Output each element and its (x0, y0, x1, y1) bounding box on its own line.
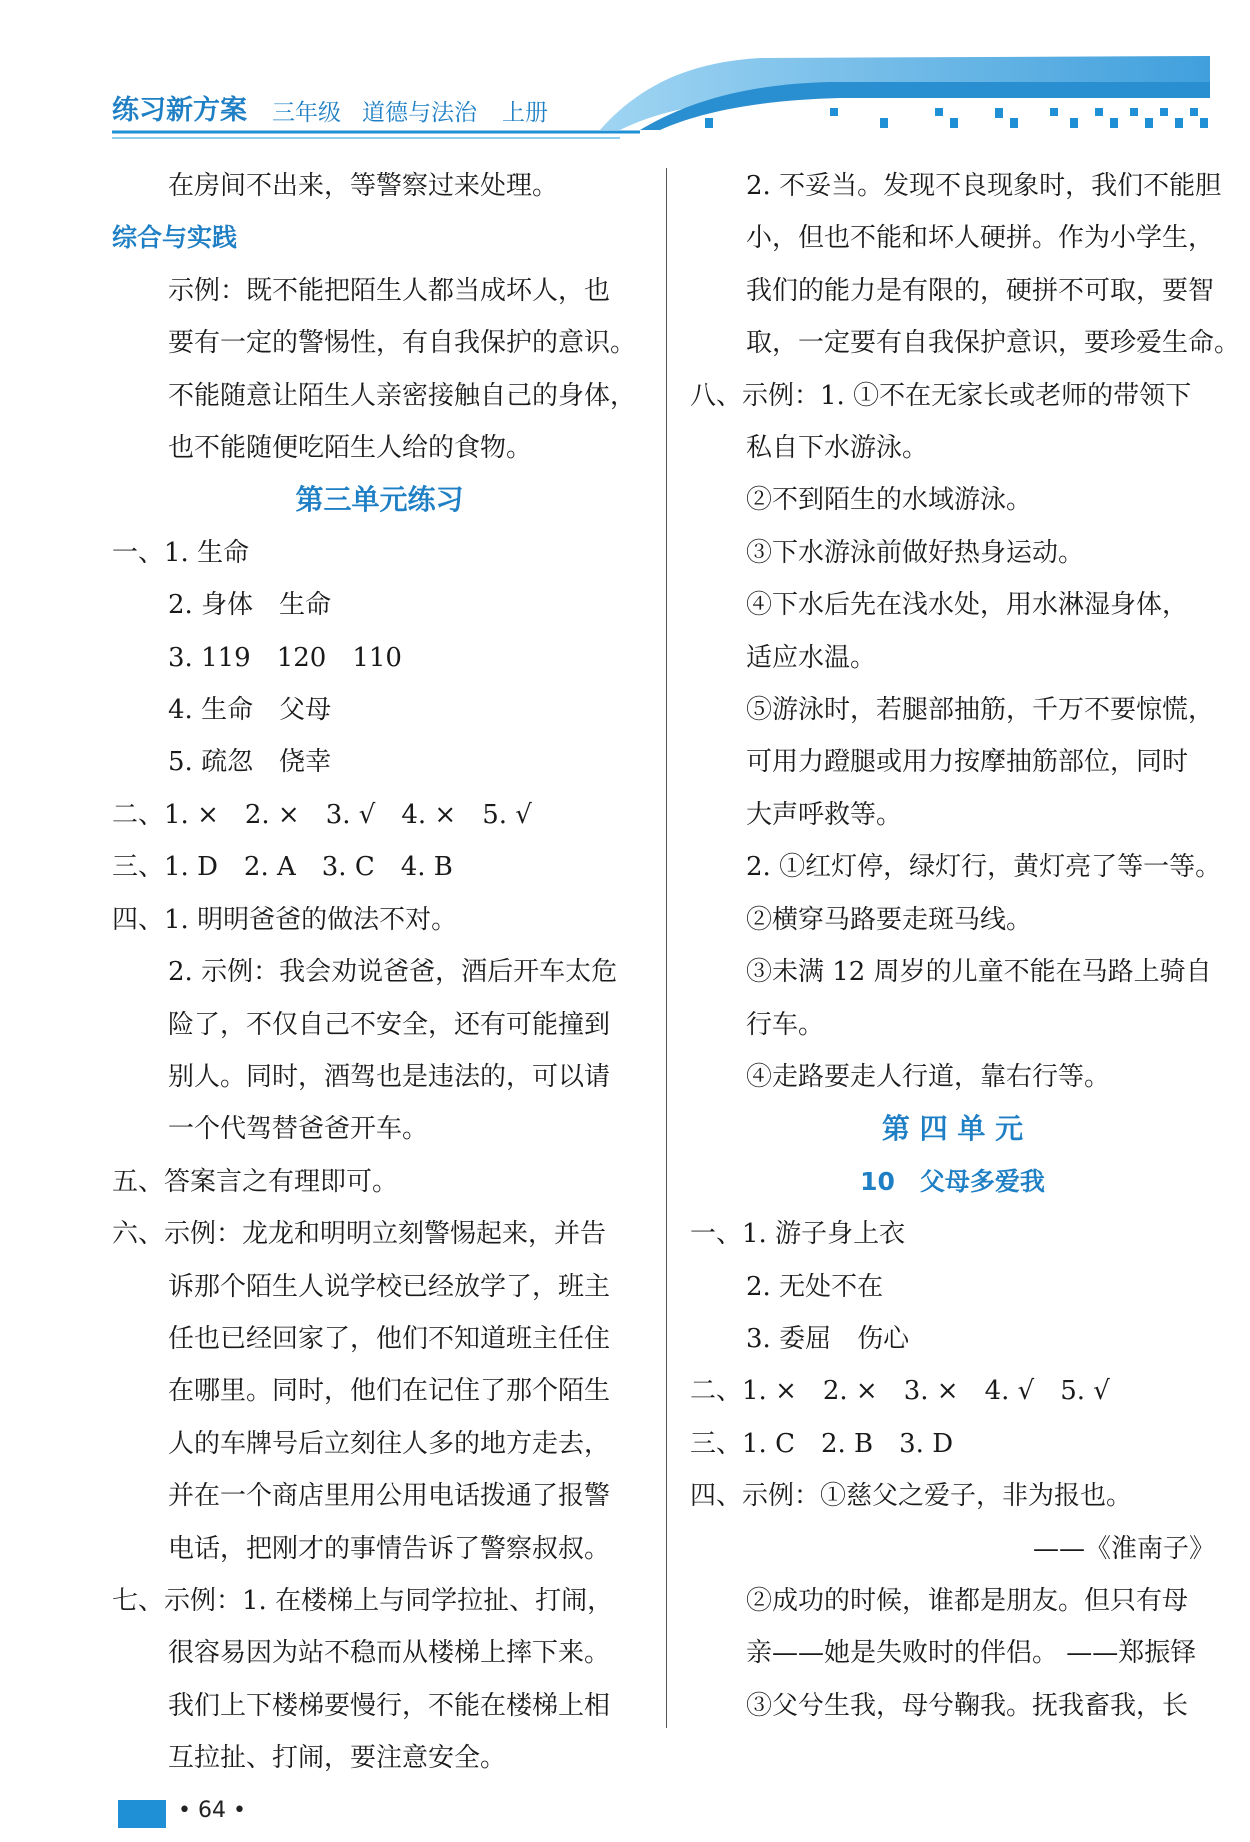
text-line: 2. 示例：我会劝说爸爸，酒后开车太危 (168, 957, 618, 988)
page-number (178, 1798, 246, 1823)
text-line: 四、示例：①慈父之爱子，非为报也。 (690, 1481, 1133, 1512)
text-line: 二、1. × 2. × 3. √ 4. × 5. √ (112, 799, 532, 830)
page-number-value: 64 (197, 1798, 226, 1823)
text-line: 我们的能力是有限的，硬拼不可取，要智 (746, 275, 1215, 306)
text-line: ②成功的时候，谁都是朋友。但只有母 (746, 1585, 1189, 1616)
header-decoration (0, 0, 1250, 150)
book-title: 练习新方案 (112, 95, 247, 126)
text-line: ③下水游泳前做好热身运动。 (746, 537, 1085, 568)
text-line: 5. 疏忽 侥幸 (168, 747, 332, 778)
footer-accent-bar (118, 1800, 166, 1828)
text-line: 2. ①红灯停，绿灯行，黄灯亮了等一等。 (746, 852, 1222, 883)
text-line: ②横穿马路要走斑马线。 (746, 904, 1033, 935)
text-line: 取，一定要有自我保护意识，要珍爱生命。 (746, 328, 1241, 359)
text-line: 我们上下楼梯要慢行，不能在楼梯上相 (168, 1690, 611, 1721)
text-line: 小，但也不能和坏人硬拼。作为小学生， (746, 223, 1215, 254)
text-line: 别人。同时，酒驾也是违法的，可以请 (168, 1061, 611, 1092)
text-line: 2. 无处不在 (746, 1271, 884, 1302)
text-line: 很容易因为站不稳而从楼梯上摔下来。 (168, 1638, 611, 1669)
text-line: 3. 119 120 110 (168, 642, 402, 673)
text-line: 险了，不仅自己不安全，还有可能撞到 (168, 1009, 611, 1040)
text-line: 4. 生命 父母 (168, 695, 332, 726)
text-line: 不能随意让陌生人亲密接触自己的身体， (168, 380, 637, 411)
text-line: 10 父母多爱我 (860, 1166, 1045, 1196)
text-line: 一、1. 生命 (112, 537, 250, 568)
right-column (690, 160, 1241, 1732)
bullet-right: • (225, 1798, 246, 1823)
text-line: ④下水后先在浅水处，用水淋湿身体， (746, 590, 1189, 621)
text-line: 大声呼救等。 (746, 799, 903, 830)
subject-label: 道德与法治 (362, 100, 477, 126)
text-line: 五、答案言之有理即可。 (112, 1166, 399, 1197)
text-line: 适应水温。 (746, 642, 877, 673)
text-line: ③未满 12 周岁的儿童不能在马路上骑自 (746, 957, 1212, 988)
text-line: 诉那个陌生人说学校已经放学了，班主 (168, 1271, 611, 1302)
text-line: 在房间不出来，等警察过来处理。 (168, 171, 559, 201)
text-line: 亲——她是失败时的伴侣。 ——郑振铎 (746, 1638, 1197, 1669)
text-line: 2. 身体 生命 (168, 590, 332, 621)
text-line: 八、示例：1. ①不在无家长或老师的带领下 (690, 380, 1192, 411)
text-line: 要有一定的警惕性，有自我保护的意识。 (168, 328, 637, 359)
text-line: 私自下水游泳。 (746, 433, 929, 464)
text-line: 三、1. C 2. B 3. D (690, 1428, 954, 1459)
text-line: 3. 委屈 伤心 (746, 1323, 910, 1354)
left-column (112, 160, 647, 1785)
text-line: 在哪里。同时，他们在记住了那个陌生 (168, 1376, 611, 1407)
text-line: 六、示例：龙龙和明明立刻警惕起来，并告 (112, 1219, 607, 1250)
text-line: 第三单元练习 (295, 483, 464, 517)
text-line: 第 四 单 元 (881, 1112, 1024, 1146)
text-line: 四、1. 明明爸爸的做法不对。 (112, 904, 458, 935)
text-line: ⑤游泳时，若腿部抽筋，千万不要惊慌， (746, 695, 1215, 726)
page-header (0, 0, 1250, 150)
text-line: 一个代驾替爸爸开车。 (168, 1114, 429, 1145)
text-line: 七、示例：1. 在楼梯上与同学拉扯、打闹， (112, 1585, 614, 1616)
bullet-left: • (178, 1798, 198, 1823)
text-line: 电话，把刚才的事情告诉了警察叔叔。 (168, 1533, 611, 1564)
text-line: 一、1. 游子身上衣 (690, 1219, 906, 1250)
text-line: 综合与实践 (112, 223, 238, 253)
text-line: ③父兮生我，母兮鞠我。抚我畜我，长 (746, 1690, 1189, 1721)
text-line: 可用力蹬腿或用力按摩抽筋部位，同时 (746, 747, 1189, 778)
text-line: ④走路要走人行道，靠右行等。 (746, 1061, 1111, 1092)
text-line: 互拉扯、打闹，要注意安全。 (168, 1743, 507, 1774)
text-line: 二、1. × 2. × 3. × 4. √ 5. √ (690, 1376, 1110, 1407)
column-divider (666, 168, 667, 1728)
text-line: 示例：既不能把陌生人都当成坏人，也 (168, 275, 611, 306)
text-line: 行车。 (746, 1009, 825, 1040)
grade-label: 三年级 (272, 100, 341, 126)
volume-label: 上册 (502, 100, 548, 126)
text-line: ②不到陌生的水域游泳。 (746, 485, 1033, 516)
text-line: ——《淮南子》 (1032, 1533, 1215, 1564)
text-line: 任也已经回家了，他们不知道班主任住 (168, 1323, 611, 1354)
text-line: 也不能随便吃陌生人给的食物。 (168, 433, 533, 464)
text-line: 人的车牌号后立刻往人多的地方走去， (168, 1428, 611, 1459)
text-line: 2. 不妥当。发现不良现象时，我们不能胆 (746, 171, 1222, 201)
text-line: 并在一个商店里用公用电话拨通了报警 (168, 1481, 611, 1512)
text-line: 三、1. D 2. A 3. C 4. B (112, 852, 453, 883)
